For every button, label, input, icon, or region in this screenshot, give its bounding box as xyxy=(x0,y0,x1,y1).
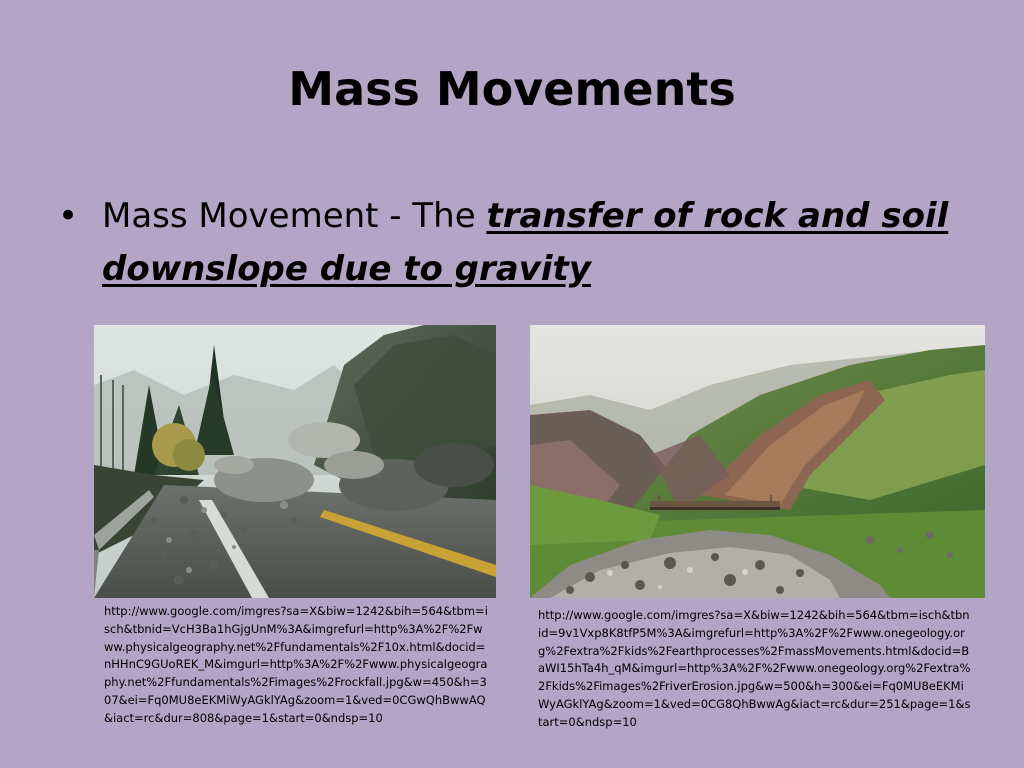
slide-title: Mass Movements xyxy=(288,62,736,116)
bullet-lead-text: Mass Movement - The xyxy=(102,196,487,236)
landslide-photo xyxy=(530,325,985,598)
bullet-text xyxy=(102,190,958,295)
rockfall-photo xyxy=(94,325,496,598)
bullet-definition: transfer of rock and soil downslope due to gravity xyxy=(102,196,949,289)
bullet-dot: • xyxy=(58,196,79,236)
image-source-caption-left: http://www.google.com/imgres?sa=X&biw=1242&bih=564&tbm=isch&tbnid=VcH3Ba1hGjgUnM%3A&imgrefurl=http%3A%2F%2Fwww.physicalgeography.net%2Ffundamentals%2F10x.html&docid=nHHnC9GUoREK_M&imgurl=http%3A%2F%2Fwww.physicalgeography.net%2Ffundamentals%2Fimages%2Frockfall.jpg&w=450&h=307&ei=Fq0MU8eEKMiWyAGklYAg&zoom=1&ved=0CGwQhBwwAQ&iact=rc&dur=808&page=1&start=0&ndsp=10 xyxy=(104,604,488,725)
bullet-item xyxy=(58,190,958,295)
image-source-caption-right: http://www.google.com/imgres?sa=X&biw=1242&bih=564&tbm=isch&tbnid=9v1Vxp8K8tfP5M%3A&imgrefurl=http%3A%2F%2Fwww.onegeology.org%2Fextra%2Fkids%2Fearthprocesses%2FmassMovements.html&docid=BaWI15hTa4h_qM&imgurl=http%3A%2F%2Fwww.onegeology.org%2Fextra%2Fkids%2Fimages%2FriverErosion.jpg&w=500&h=300&ei=Fq0MU8eEKMiWyAGklYAg&zoom=1&ved=0CG8QhBwwAg&iact=rc&dur=251&page=1&start=0&ndsp=10 xyxy=(538,608,971,729)
